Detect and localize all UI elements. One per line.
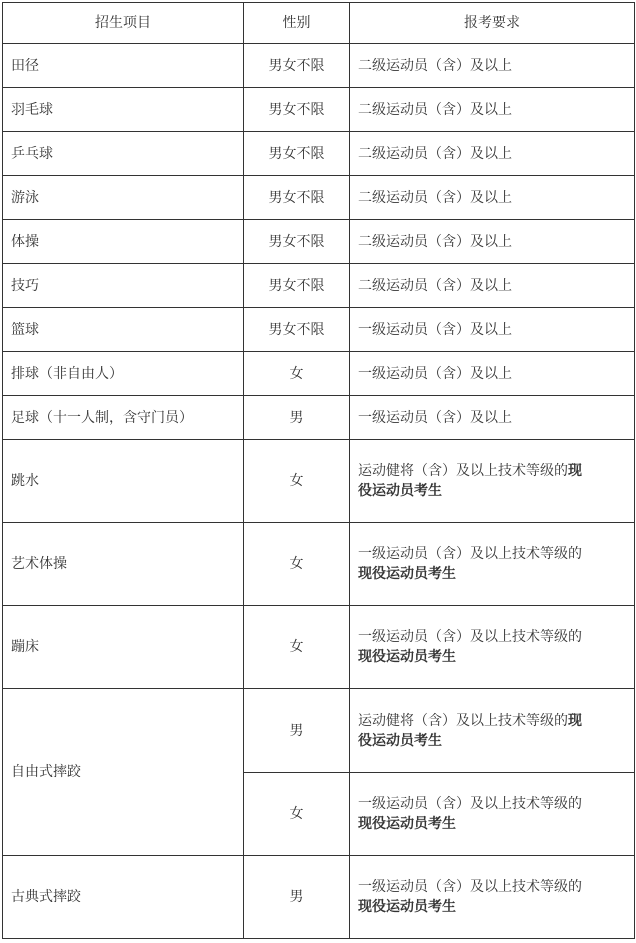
requirement-cell bbox=[350, 440, 635, 523]
project-cell: 足球（十一人制，含守门员） bbox=[3, 396, 244, 440]
requirement-emphasis: 现 bbox=[568, 712, 582, 729]
gender-cell: 女 bbox=[244, 440, 350, 523]
table-row bbox=[3, 440, 635, 523]
gender-cell: 男 bbox=[244, 856, 350, 939]
gender-cell: 男女不限 bbox=[244, 264, 350, 308]
requirement-text: 一级运动员（含）及以上技术等级的 bbox=[358, 629, 582, 645]
requirement-emphasis: 现役运动员考生 bbox=[358, 649, 456, 665]
project-cell: 体操 bbox=[3, 220, 244, 264]
requirement-cell bbox=[350, 523, 635, 606]
project-cell: 羽毛球 bbox=[3, 88, 244, 132]
requirement-emphasis: 现役运动员考生 bbox=[358, 566, 456, 582]
gender-cell: 女 bbox=[244, 352, 350, 396]
header-project: 招生项目 bbox=[3, 3, 244, 44]
requirement-cell: 二级运动员（含）及以上 bbox=[350, 88, 635, 132]
requirement-cell: 一级运动员（含）及以上 bbox=[350, 396, 635, 440]
gender-cell: 男女不限 bbox=[244, 132, 350, 176]
table-row bbox=[3, 88, 635, 132]
project-cell: 田径 bbox=[3, 44, 244, 88]
requirement-text: 一级运动员（含）及以上技术等级的 bbox=[358, 796, 582, 812]
table-row bbox=[3, 308, 635, 352]
gender-cell: 男女不限 bbox=[244, 44, 350, 88]
header-gender: 性别 bbox=[244, 3, 350, 44]
project-cell: 乒乓球 bbox=[3, 132, 244, 176]
requirement-text: 运动健将（含）及以上技术等级的 bbox=[358, 463, 568, 479]
admission-requirements-table bbox=[2, 2, 635, 939]
table-row bbox=[3, 264, 635, 308]
table-row bbox=[3, 220, 635, 264]
table-row bbox=[3, 689, 635, 773]
table-row bbox=[3, 396, 635, 440]
gender-cell: 女 bbox=[244, 773, 350, 856]
table-row bbox=[3, 856, 635, 939]
table-row bbox=[3, 132, 635, 176]
project-cell: 蹦床 bbox=[3, 606, 244, 689]
table-row bbox=[3, 352, 635, 396]
project-cell: 游泳 bbox=[3, 176, 244, 220]
requirement-cell: 二级运动员（含）及以上 bbox=[350, 264, 635, 308]
project-cell: 自由式摔跤 bbox=[3, 689, 244, 856]
project-cell: 篮球 bbox=[3, 308, 244, 352]
header-requirement: 报考要求 bbox=[350, 3, 635, 44]
table-row bbox=[3, 176, 635, 220]
requirement-cell: 二级运动员（含）及以上 bbox=[350, 132, 635, 176]
requirement-cell bbox=[350, 689, 635, 773]
requirement-cell: 一级运动员（含）及以上 bbox=[350, 308, 635, 352]
project-cell: 排球（非自由人） bbox=[3, 352, 244, 396]
gender-cell: 男女不限 bbox=[244, 176, 350, 220]
requirement-cell: 二级运动员（含）及以上 bbox=[350, 44, 635, 88]
gender-cell: 男女不限 bbox=[244, 220, 350, 264]
requirement-cell bbox=[350, 773, 635, 856]
gender-cell: 男 bbox=[244, 396, 350, 440]
project-cell: 艺术体操 bbox=[3, 523, 244, 606]
requirement-emphasis: 现 bbox=[568, 463, 582, 479]
requirement-emphasis: 役运动员考生 bbox=[358, 732, 442, 749]
table-row bbox=[3, 44, 635, 88]
requirement-text: 一级运动员（含）及以上技术等级的 bbox=[358, 546, 582, 562]
requirement-cell: 二级运动员（含）及以上 bbox=[350, 220, 635, 264]
header-row bbox=[3, 3, 635, 44]
gender-cell: 男女不限 bbox=[244, 88, 350, 132]
requirement-emphasis: 现役运动员考生 bbox=[358, 816, 456, 832]
table-row bbox=[3, 606, 635, 689]
requirement-text: 运动健将（含）及以上技术等级的 bbox=[358, 712, 568, 729]
requirement-cell: 一级运动员（含）及以上 bbox=[350, 352, 635, 396]
project-cell: 跳水 bbox=[3, 440, 244, 523]
requirement-emphasis: 役运动员考生 bbox=[358, 483, 442, 499]
requirement-cell bbox=[350, 606, 635, 689]
requirement-cell: 二级运动员（含）及以上 bbox=[350, 176, 635, 220]
requirement-text: 一级运动员（含）及以上技术等级的 bbox=[358, 879, 582, 895]
gender-cell: 女 bbox=[244, 606, 350, 689]
gender-cell: 男女不限 bbox=[244, 308, 350, 352]
requirement-cell bbox=[350, 856, 635, 939]
gender-cell: 女 bbox=[244, 523, 350, 606]
project-cell: 古典式摔跤 bbox=[3, 856, 244, 939]
gender-cell: 男 bbox=[244, 689, 350, 773]
project-cell: 技巧 bbox=[3, 264, 244, 308]
requirement-emphasis: 现役运动员考生 bbox=[358, 899, 456, 915]
table-row bbox=[3, 523, 635, 606]
